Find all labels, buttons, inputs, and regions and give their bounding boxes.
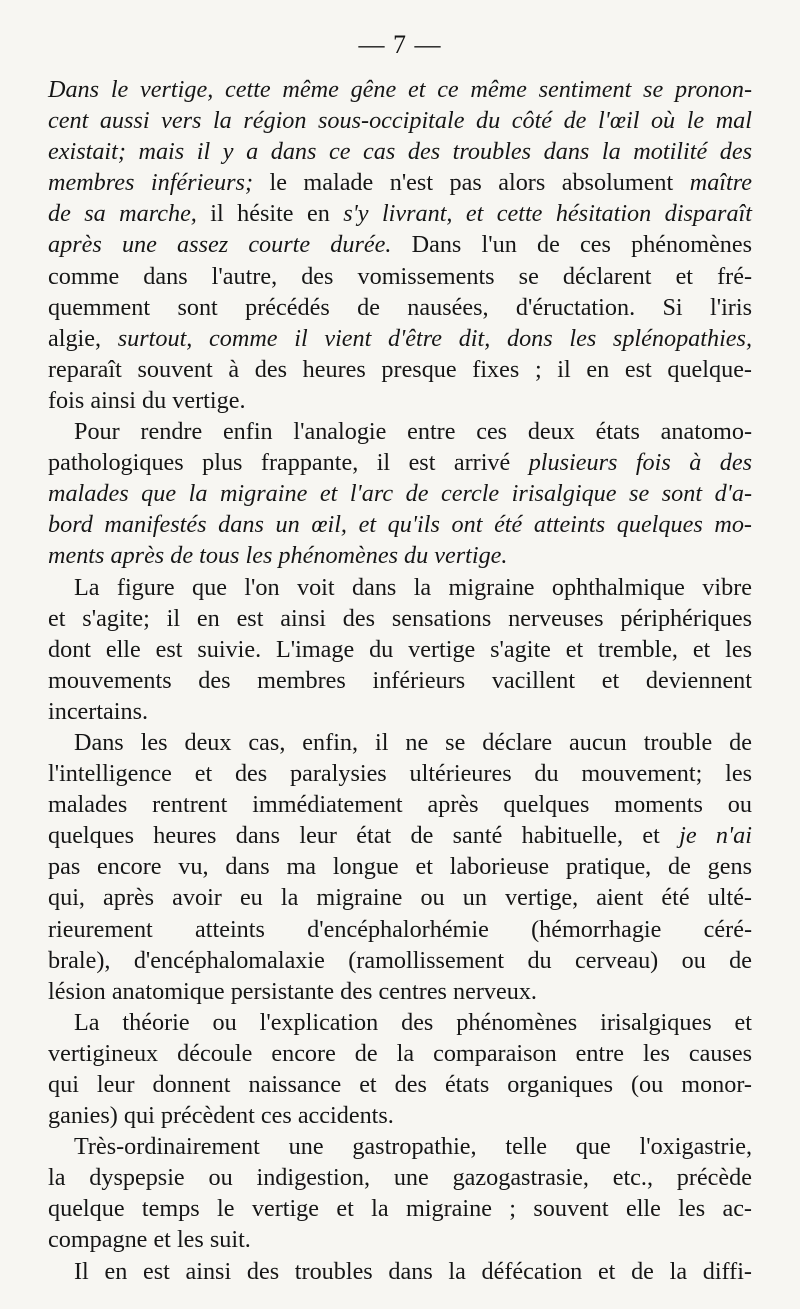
roman-text: dont elle est suivie. L'image du vertige s'agite et tremble, et les xyxy=(48,635,752,663)
roman-text: comme dans l'autre, des vomissements se déclarent et fré- xyxy=(48,262,752,290)
body-text xyxy=(48,74,752,1287)
text-line xyxy=(48,1038,752,1069)
roman-text: pas encore vu, dans ma longue et laborieuse pratique, de gens xyxy=(48,853,752,881)
roman-text: qui leur donnent naissance et des états organiques (ou monor- xyxy=(48,1071,752,1098)
roman-text: algie, xyxy=(48,324,118,352)
text-line xyxy=(48,976,752,1007)
text-line xyxy=(48,1256,752,1287)
roman-text: compagne et les suit. xyxy=(48,1226,251,1254)
text-line xyxy=(48,634,752,665)
text-line xyxy=(48,198,752,229)
paragraph xyxy=(48,727,752,1007)
text-line xyxy=(48,136,752,167)
page-number: — 7 — xyxy=(358,30,442,59)
italic-text: maître xyxy=(689,169,752,197)
text-line xyxy=(48,478,752,509)
text-line xyxy=(48,447,752,478)
text-line xyxy=(48,758,752,789)
roman-text: l'intelligence et des paralysies ultérieures du mouvement; les xyxy=(48,760,752,788)
text-line xyxy=(48,1162,752,1193)
text-line xyxy=(48,167,752,198)
roman-text: brale), d'encéphalomalaxie (ramollissement du cerveau) ou de xyxy=(48,946,752,974)
italic-text: de sa marche, xyxy=(48,200,197,228)
roman-text: La théorie ou l'explication des phénomènes irisalgiques et xyxy=(74,1008,752,1036)
paragraph xyxy=(48,1256,752,1287)
text-line xyxy=(48,261,752,292)
text-line xyxy=(48,323,752,354)
text-line xyxy=(48,292,752,323)
text-line xyxy=(48,945,752,976)
text-line xyxy=(48,572,752,603)
text-line xyxy=(48,1007,752,1038)
paragraph xyxy=(48,74,752,416)
roman-text: vertigineux découle encore de la comparaison entre les causes xyxy=(48,1039,752,1067)
italic-text: membres inférieurs; xyxy=(48,169,254,197)
roman-text: Très-ordinairement une gastropathie, telle que l'oxigastrie, xyxy=(74,1133,752,1161)
roman-text: Dans l'un de ces phénomènes xyxy=(391,231,753,259)
text-line xyxy=(48,820,752,851)
italic-text: bord manifestés dans un œil, et qu'ils ont été atteints quelques mo- xyxy=(48,511,752,539)
text-line xyxy=(48,416,752,447)
roman-text: malades rentrent immédiatement après quelques moments ou xyxy=(48,791,752,819)
text-line xyxy=(48,696,752,727)
roman-text: lésion anatomique persistante des centres nerveux. xyxy=(48,977,537,1005)
text-line xyxy=(48,882,752,913)
paragraph xyxy=(48,416,752,571)
roman-text: quelques heures dans leur état de santé habituelle, et xyxy=(48,822,680,850)
roman-text: Il en est ainsi des troubles dans la défécation et de la diffi- xyxy=(74,1257,752,1285)
roman-text: mouvements des membres inférieurs vacillent et deviennent xyxy=(48,666,752,694)
roman-text: rieurement atteints d'encéphalorhémie (hémorrhagie céré- xyxy=(48,915,752,943)
text-line xyxy=(48,385,752,416)
text-line xyxy=(48,914,752,945)
roman-text: qui, après avoir eu la migraine ou un vertige, aient été ulté- xyxy=(48,884,752,912)
roman-text: quemment sont précédés de nausées, d'éructation. Si l'iris xyxy=(48,293,752,321)
text-line xyxy=(48,229,752,260)
roman-text: La figure que l'on voit dans la migraine ophthalmique vibre xyxy=(74,573,752,601)
text-line xyxy=(48,1131,752,1162)
text-line xyxy=(48,665,752,696)
text-line xyxy=(48,851,752,882)
italic-text: s'y livrant, et cette hésitation disparaît xyxy=(343,200,753,228)
paragraph xyxy=(48,1131,752,1255)
italic-text: surtout, comme il vient d'être dit, dons les splénopathies, xyxy=(117,324,752,352)
roman-text: reparaît souvent à des heures presque fixes ; il en est quelque- xyxy=(48,355,752,383)
roman-text: pathologiques plus frappante, il est arrivé xyxy=(48,449,529,477)
text-line xyxy=(48,727,752,758)
roman-text: il hésite en xyxy=(196,200,344,228)
roman-text: Pour rendre enfin l'analogie entre ces deux états anatomo- xyxy=(74,418,752,446)
text-line xyxy=(48,1224,752,1255)
roman-text: fois ainsi du vertige. xyxy=(48,386,246,414)
text-line xyxy=(48,1069,752,1100)
italic-text: ments après de tous les phénomènes du vertige. xyxy=(48,542,508,570)
italic-text: cent aussi vers la région sous-occipitale du côté de l'œil où le mal xyxy=(48,107,752,135)
text-line xyxy=(48,509,752,540)
roman-text: Dans les deux cas, enfin, il ne se déclare aucun trouble de xyxy=(74,728,752,756)
italic-text: je n'ai xyxy=(679,822,752,850)
roman-text: incertains. xyxy=(48,697,149,725)
italic-text: existait; mais il y a dans ce cas des troubles dans la motilité des xyxy=(48,138,752,166)
text-line xyxy=(48,1193,752,1224)
text-line xyxy=(48,789,752,820)
text-line xyxy=(48,1100,752,1131)
italic-text: Dans le vertige, cette même gêne et ce même sentiment se pronon- xyxy=(48,76,752,103)
italic-text: après une assez courte durée. xyxy=(48,231,392,259)
text-line xyxy=(48,105,752,136)
italic-text: plusieurs fois à des xyxy=(528,449,752,477)
paragraph xyxy=(48,1007,752,1131)
roman-text: le malade n'est pas alors absolument xyxy=(253,169,690,197)
text-line xyxy=(48,540,752,571)
italic-text: malades que la migraine et l'arc de cercle irisalgique se sont d'a- xyxy=(48,480,752,508)
text-line xyxy=(48,354,752,385)
text-line xyxy=(48,74,752,105)
paragraph xyxy=(48,572,752,727)
roman-text: quelque temps le vertige et la migraine ; souvent elle les ac- xyxy=(48,1195,752,1223)
roman-text: ganies) qui précèdent ces accidents. xyxy=(48,1102,394,1130)
text-line xyxy=(48,603,752,634)
roman-text: la dyspepsie ou indigestion, une gazogastrasie, etc., précède xyxy=(48,1164,752,1192)
roman-text: et s'agite; il en est ainsi des sensations nerveuses périphériques xyxy=(48,604,752,632)
